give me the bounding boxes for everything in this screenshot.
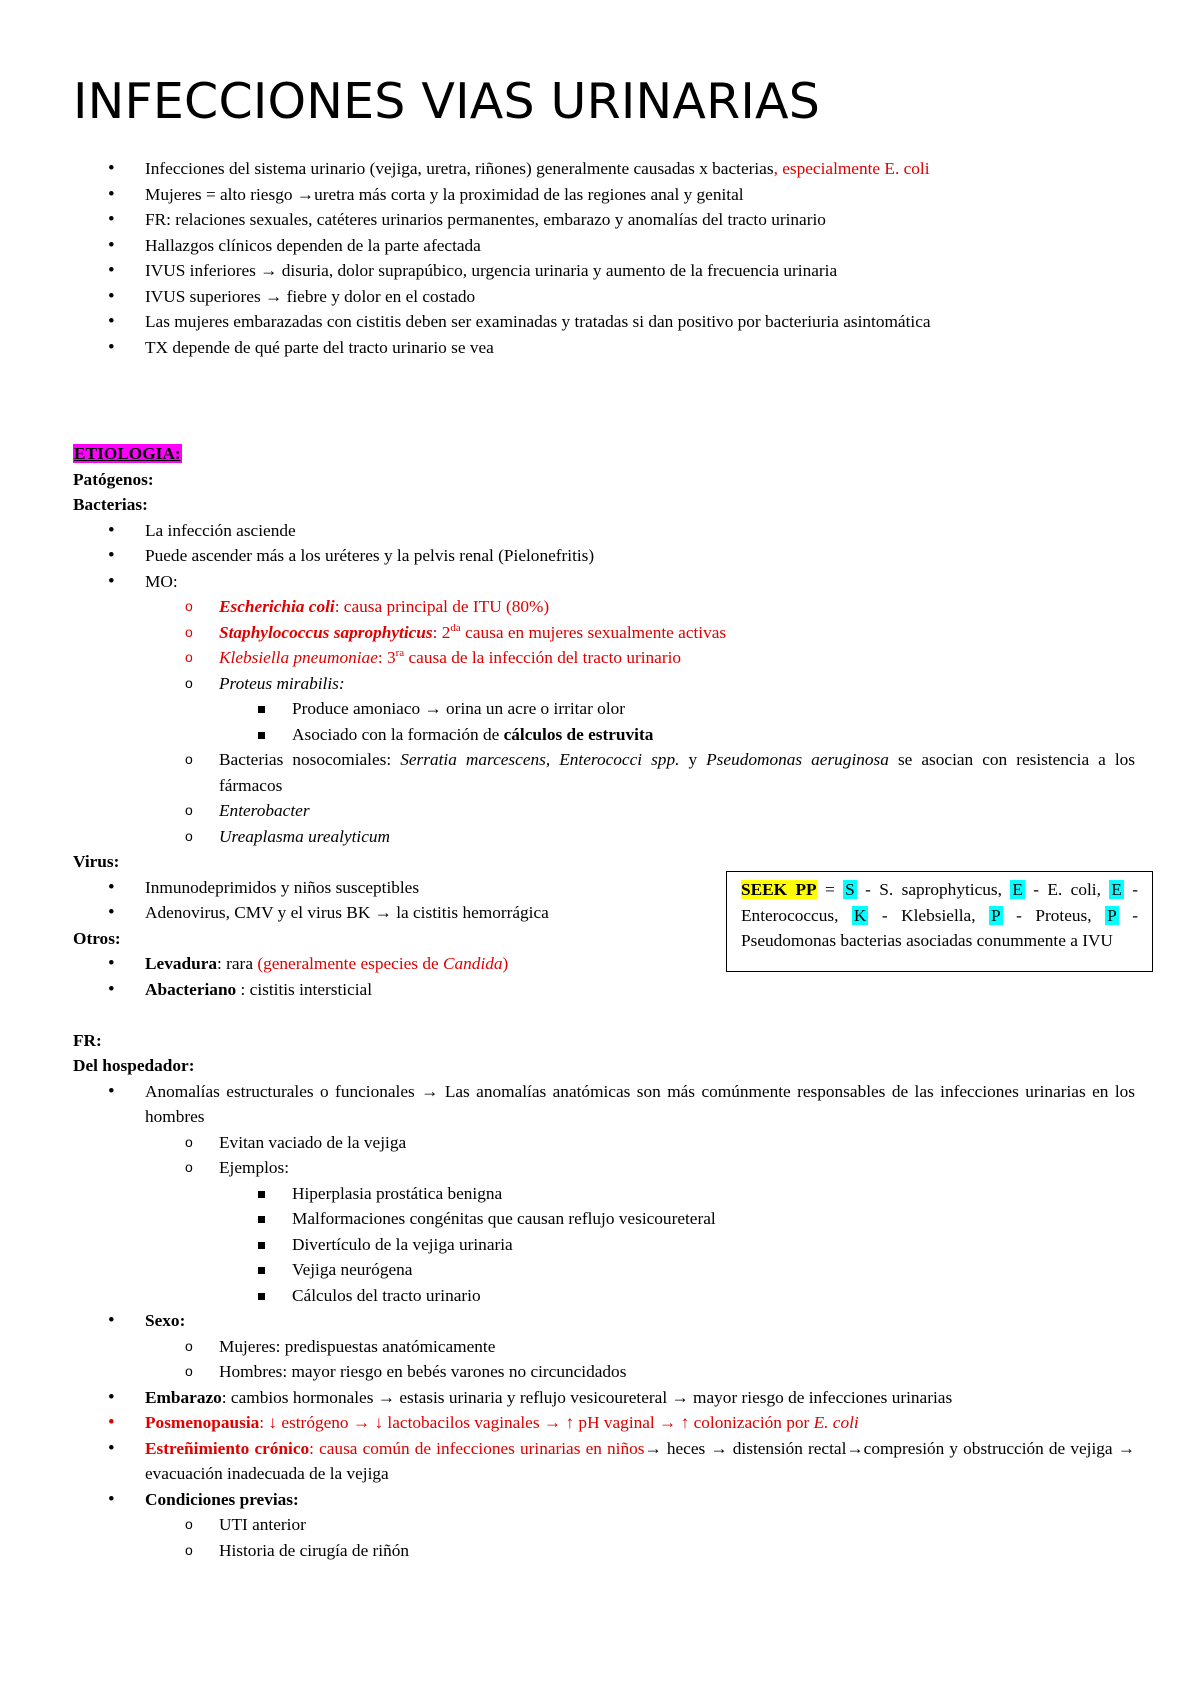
list-item: • FR: relaciones sexuales, catéteres urinarios permanentes, embarazo y anomalías del tracto urinario [0,207,1200,233]
list-item: o Historia de cirugía de riñón [0,1538,1200,1564]
seek-pp-box: SEEK PP = S - S. saprophyticus, E - E. coli, E - Enterococcus, K - Klebsiella, P - Proteus, P - Pseudomonas bacterias asociadas conummente a IVU [726,871,1153,972]
list-item: • Mujeres = alto riesgo →uretra más corta y la proximidad de las regiones anal y genital [0,182,1200,208]
list-item: Produce amoniaco → orina un acre o irritar olor [0,696,1200,722]
list-item: • Sexo: [0,1308,1200,1334]
list-item: o Proteus mirabilis: [0,671,1200,697]
list-item: • TX depende de qué parte del tracto urinario se vea [0,335,1200,361]
list-item: o Klebsiella pneumoniae: $3^{ra}$ causa de la infección del tracto urinario [0,645,1200,671]
bacterias-heading: Bacterias: [73,495,148,514]
list-item: o Evitan vaciado de la vejiga [0,1130,1200,1156]
list-item: • Las mujeres embarazadas con cistitis deben ser examinadas y tratadas si dan positivo por bacteriuria asintomática [0,309,1200,335]
list-item: Cálculos del tracto urinario [0,1283,1200,1309]
list-item: • IVUS inferiores → disuria, dolor suprapúbico, urgencia urinaria y aumento de la frecuencia urinaria [0,258,1200,284]
list-item: o Mujeres: predispuestas anatómicamente [0,1334,1200,1360]
list-item: o Ureaplasma urealyticum [0,824,1200,850]
intro-list [0,156,1200,360]
list-item: • Anomalías estructurales o funcionales → Las anomalías anatómicas son más comúnmente responsables de las infecciones urinarias en los hombres [0,1079,1200,1130]
list-item: Divertículo de la vejiga urinaria [0,1232,1200,1258]
list-item: o Enterobacter [0,798,1200,824]
list-item: • La infección asciende [0,518,1200,544]
list-item: o Staphylococcus saprophyticus: $2^{da}$ causa en mujeres sexualmente activas [0,620,1200,646]
page-title: INFECCIONES VIAS URINARIAS [73,73,821,130]
list-item: Malformaciones congénitas que causan reflujo vesicoureteral [0,1206,1200,1232]
spacer [0,1002,1200,1028]
list-item: Vejiga neurógena [0,1257,1200,1283]
list-item: • IVUS superiores → fiebre y dolor en el costado [0,284,1200,310]
list-item: o Escherichia coli: causa principal de ITU (80%) [0,594,1200,620]
list-item: • MO: [0,569,1200,595]
list-item: • Condiciones previas: [0,1487,1200,1513]
list-item: • Adenovirus, CMV y el virus BK → la cistitis hemorrágica [0,900,1200,926]
list-item: • Posmenopausia: ↓ estrógeno → ↓ lactobacilos vaginales → ↑ pH vaginal → ↑ colonización por E. coli [0,1410,1200,1436]
list-item: • Inmunodeprimidos y niños susceptibles [0,875,1200,901]
main-content [0,441,1200,1563]
virus-heading: Virus: [73,852,120,871]
list-item: • Infecciones del sistema urinario (vejiga, uretra, riñones) generalmente causadas x bacterias, especialmente E. coli [0,156,1200,182]
list-item: Asociado con la formación de cálculos de estruvita [0,722,1200,748]
fr-heading: FR: [73,1030,102,1050]
patogenos-heading: Patógenos: [73,469,154,489]
list-item: • Embarazo: cambios hormonales → estasis urinaria y reflujo vesicoureteral → mayor riesgo de infecciones urinarias [0,1385,1200,1411]
list-item: o Hombres: mayor riesgo en bebés varones no circuncidados [0,1359,1200,1385]
list-item: Hiperplasia prostática benigna [0,1181,1200,1207]
list-item: • Estreñimiento crónico: causa común de infecciones urinarias en niños→ heces → distensión rectal→compresión y obstrucción de vejiga → evacuación inadecuada de la vejiga [0,1436,1200,1487]
otros-heading: Otros: [73,928,121,948]
list-item: • Abacteriano : cistitis intersticial [0,977,1200,1003]
list-item: • Puede ascender más a los uréteres y la pelvis renal (Pielonefritis) [0,543,1200,569]
list-item: o UTI anterior [0,1512,1200,1538]
etiologia-heading: ETIOLOGIA: [74,444,181,463]
list-item: o Bacterias nosocomiales: Serratia marcescens, Enterococci spp. y Pseudomonas aeruginosa se asocian con resistencia a los fármacos [0,747,1200,798]
hospedador-heading: Del hospedador: [73,1056,195,1075]
list-item: • Levadura: rara (generalmente especies de Candida) [0,951,1200,977]
list-item: • Hallazgos clínicos dependen de la parte afectada [0,233,1200,259]
list-item: o Ejemplos: [0,1155,1200,1181]
